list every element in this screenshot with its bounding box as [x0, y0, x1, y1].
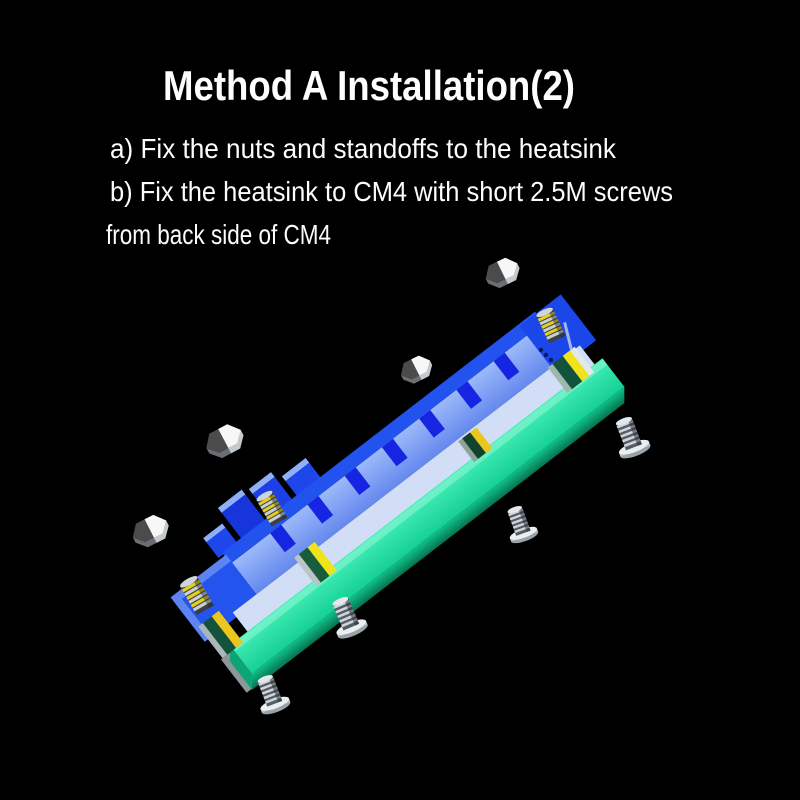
instruction-step-b-cont: from back side of CM4 — [106, 219, 331, 250]
page-title: Method A Installation(2) — [163, 62, 575, 109]
instruction-step-b: b) Fix the heatsink to CM4 with short 2.5M screws — [110, 176, 673, 207]
instruction-step-a: a) Fix the nuts and standoffs to the heatsink — [110, 133, 617, 164]
